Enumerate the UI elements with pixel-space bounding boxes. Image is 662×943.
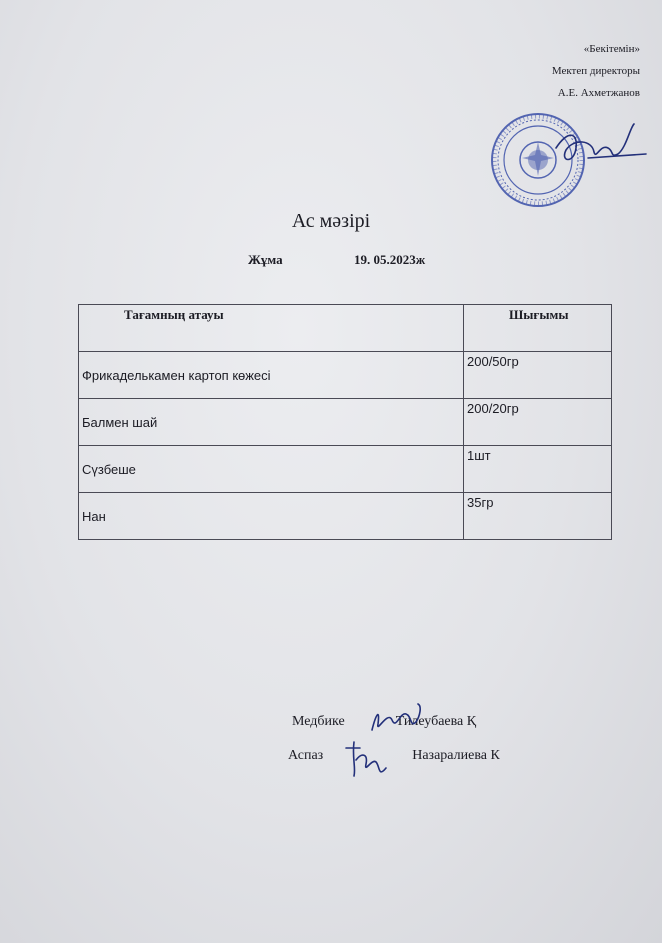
dish-name: Нан: [79, 493, 464, 540]
table-row: [79, 446, 612, 493]
table-row: [79, 493, 612, 540]
approval-director-name: А.Е. Ахметжанов: [557, 87, 640, 99]
cook-signature: [342, 738, 392, 782]
approval-header: «Бекітемін»: [583, 43, 640, 55]
menu-table: [78, 304, 612, 540]
table-row: [79, 352, 612, 399]
cook-name: Назаралиева К: [412, 748, 500, 763]
dish-name: Фрикаделькамен картоп көжесі: [79, 352, 464, 399]
weekday: Жұма: [248, 252, 283, 267]
director-signature: [548, 118, 648, 178]
table-row: [79, 399, 612, 446]
nurse-label: Медбике: [292, 714, 345, 729]
nurse-name: Тилеубаева Қ: [395, 714, 477, 729]
dish-amount: 1шт: [464, 446, 612, 493]
dish-amount: 200/50гр: [464, 352, 612, 399]
dish-name: Балмен шай: [79, 399, 464, 446]
nurse-signature: [366, 700, 424, 740]
dish-amount: 200/20гр: [464, 399, 612, 446]
dish-amount: 35гр: [464, 493, 612, 540]
menu-date: 19. 05.2023ж: [354, 252, 426, 267]
approval-position: Мектеп директоры: [551, 65, 640, 77]
page-title: Ас мәзірі: [291, 210, 371, 232]
column-header-dish: Тағамның атауы: [79, 305, 464, 352]
table-header-row: [79, 305, 612, 352]
approval-block: [440, 44, 640, 104]
column-header-yield: Шығымы: [464, 305, 612, 352]
cook-signoff: [288, 748, 500, 764]
cook-label: Аспаз: [288, 748, 324, 763]
dish-name: Сүзбеше: [79, 446, 464, 493]
